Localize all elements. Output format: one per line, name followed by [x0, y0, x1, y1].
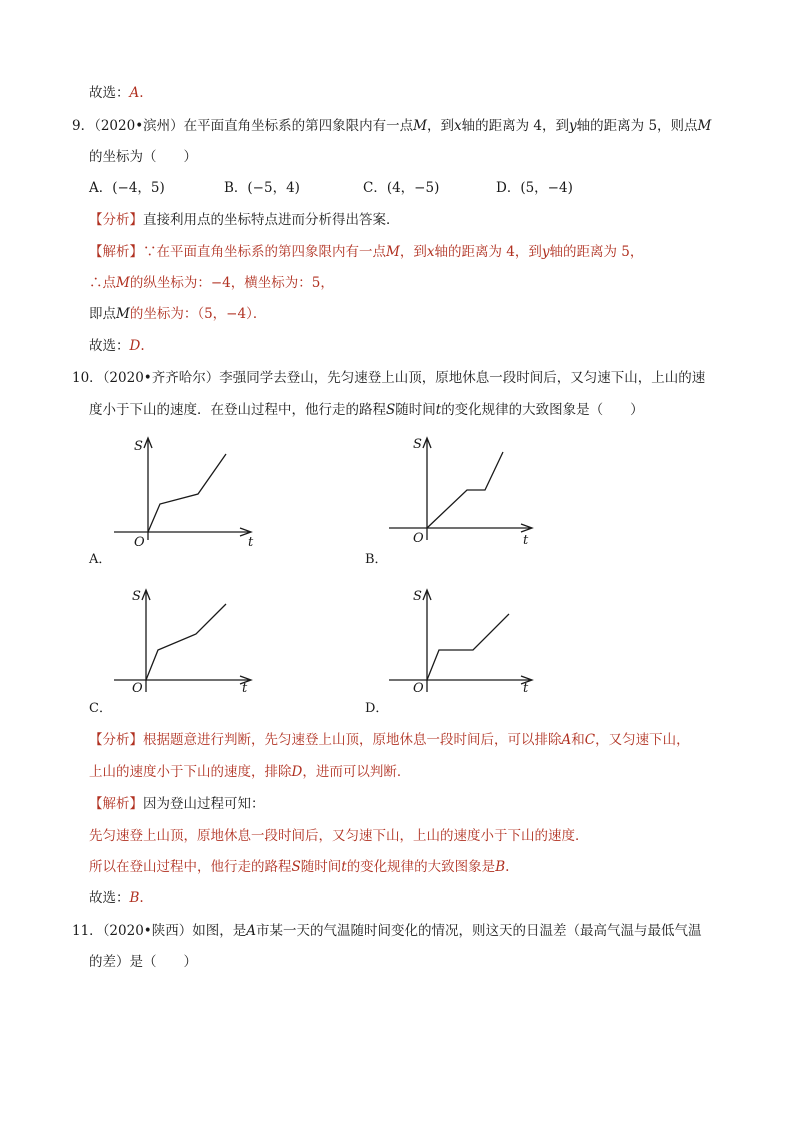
q9-option-d: D．(5，−4): [496, 180, 573, 196]
graph-b-origin: O: [413, 531, 424, 546]
q9-solution-line1: 【解析】∵在平面直角坐标系的第四象限内有一点M，到x轴的距离为 4，到y轴的距离为 5，: [89, 244, 644, 260]
graph-d: [385, 584, 545, 704]
q9-option-c: C．(4，−5): [363, 180, 440, 196]
q10-analysis-line1: 【分析】根据题意进行判断，先匀速登上山顶，原地休息一段时间后，可以排除A和C，又匀速下山，: [89, 732, 690, 748]
graph-d-curve: [427, 614, 509, 680]
graph-d-t-label: t: [523, 681, 529, 696]
q10-solution-line1: 先匀速登上山顶，原地休息一段时间后，又匀速下山，上山的速度小于下山的速度．: [89, 828, 589, 844]
q9-solution-line3: 即点M的坐标为：（5，−4）．: [89, 306, 267, 322]
graph-c-origin: O: [132, 681, 143, 696]
q9-option-a: A．(−4，5): [89, 180, 165, 196]
graph-c: [110, 584, 270, 704]
graph-a-s-label: S: [134, 439, 143, 454]
q9-stem-line2: 的坐标为（ ）: [89, 149, 197, 165]
graph-a-letter: A．: [89, 552, 112, 567]
graph-a-t-label: t: [248, 535, 254, 550]
graph-d-s-label: S: [413, 589, 422, 604]
graph-c-s-label: S: [132, 589, 141, 604]
q10-solution-head: 【解析】因为登山过程可知：: [89, 796, 265, 812]
graph-c-curve: [146, 604, 226, 680]
graph-d-letter: D．: [365, 701, 389, 716]
q9-stem-line1: 9．（2020•滨州）在平面直角坐标系的第四象限内有一点M，到x轴的距离为 4，到y轴的距离为 5，则点M: [72, 118, 712, 134]
graph-a: [110, 432, 270, 552]
q10-solution-line2: 所以在登山过程中，他行走的路程S随时间t的变化规律的大致图象是B.: [89, 859, 510, 875]
graph-b-letter: B．: [365, 552, 388, 567]
graph-b: [385, 432, 545, 552]
graph-a-origin: O: [134, 535, 145, 550]
q9-answer: 故选：D.: [89, 338, 145, 354]
q11-stem-line2: 的差）是（ ）: [89, 954, 197, 970]
q10-analysis-line2: 上山的速度小于下山的速度，排除D，进而可以判断．: [89, 764, 411, 780]
graph-b-s-label: S: [413, 437, 422, 452]
q10-stem-line2: 度小于下山的速度．在登山过程中，他行走的路程S随时间t的变化规律的大致图象是（ ）: [89, 402, 644, 418]
graph-b-t-label: t: [523, 533, 529, 548]
graph-c-letter: C．: [89, 701, 112, 716]
q11-stem-line1: 11．（2020•陕西）如图，是A市某一天的气温随时间变化的情况，则这天的日温差（最高气温与最低气温: [72, 923, 702, 939]
graph-b-curve: [427, 452, 503, 528]
q10-stem-line1: 10．（2020•齐齐哈尔）李强同学去登山，先匀速登上山顶，原地休息一段时间后，又匀速下山，上山的速: [72, 370, 706, 386]
graph-a-curve: [148, 454, 226, 532]
graph-d-origin: O: [413, 681, 424, 696]
q10-answer: 故选：B.: [89, 890, 144, 906]
q9-solution-line2: ∴点M的纵坐标为：−4，横坐标为：5，: [89, 275, 334, 291]
q9-analysis: 【分析】直接利用点的坐标特点进而分析得出答案．: [89, 212, 400, 228]
graph-c-t-label: t: [242, 681, 248, 696]
q9-option-b: B．(−5，4): [224, 180, 300, 196]
prev-answer: 故选：A.: [89, 85, 144, 101]
